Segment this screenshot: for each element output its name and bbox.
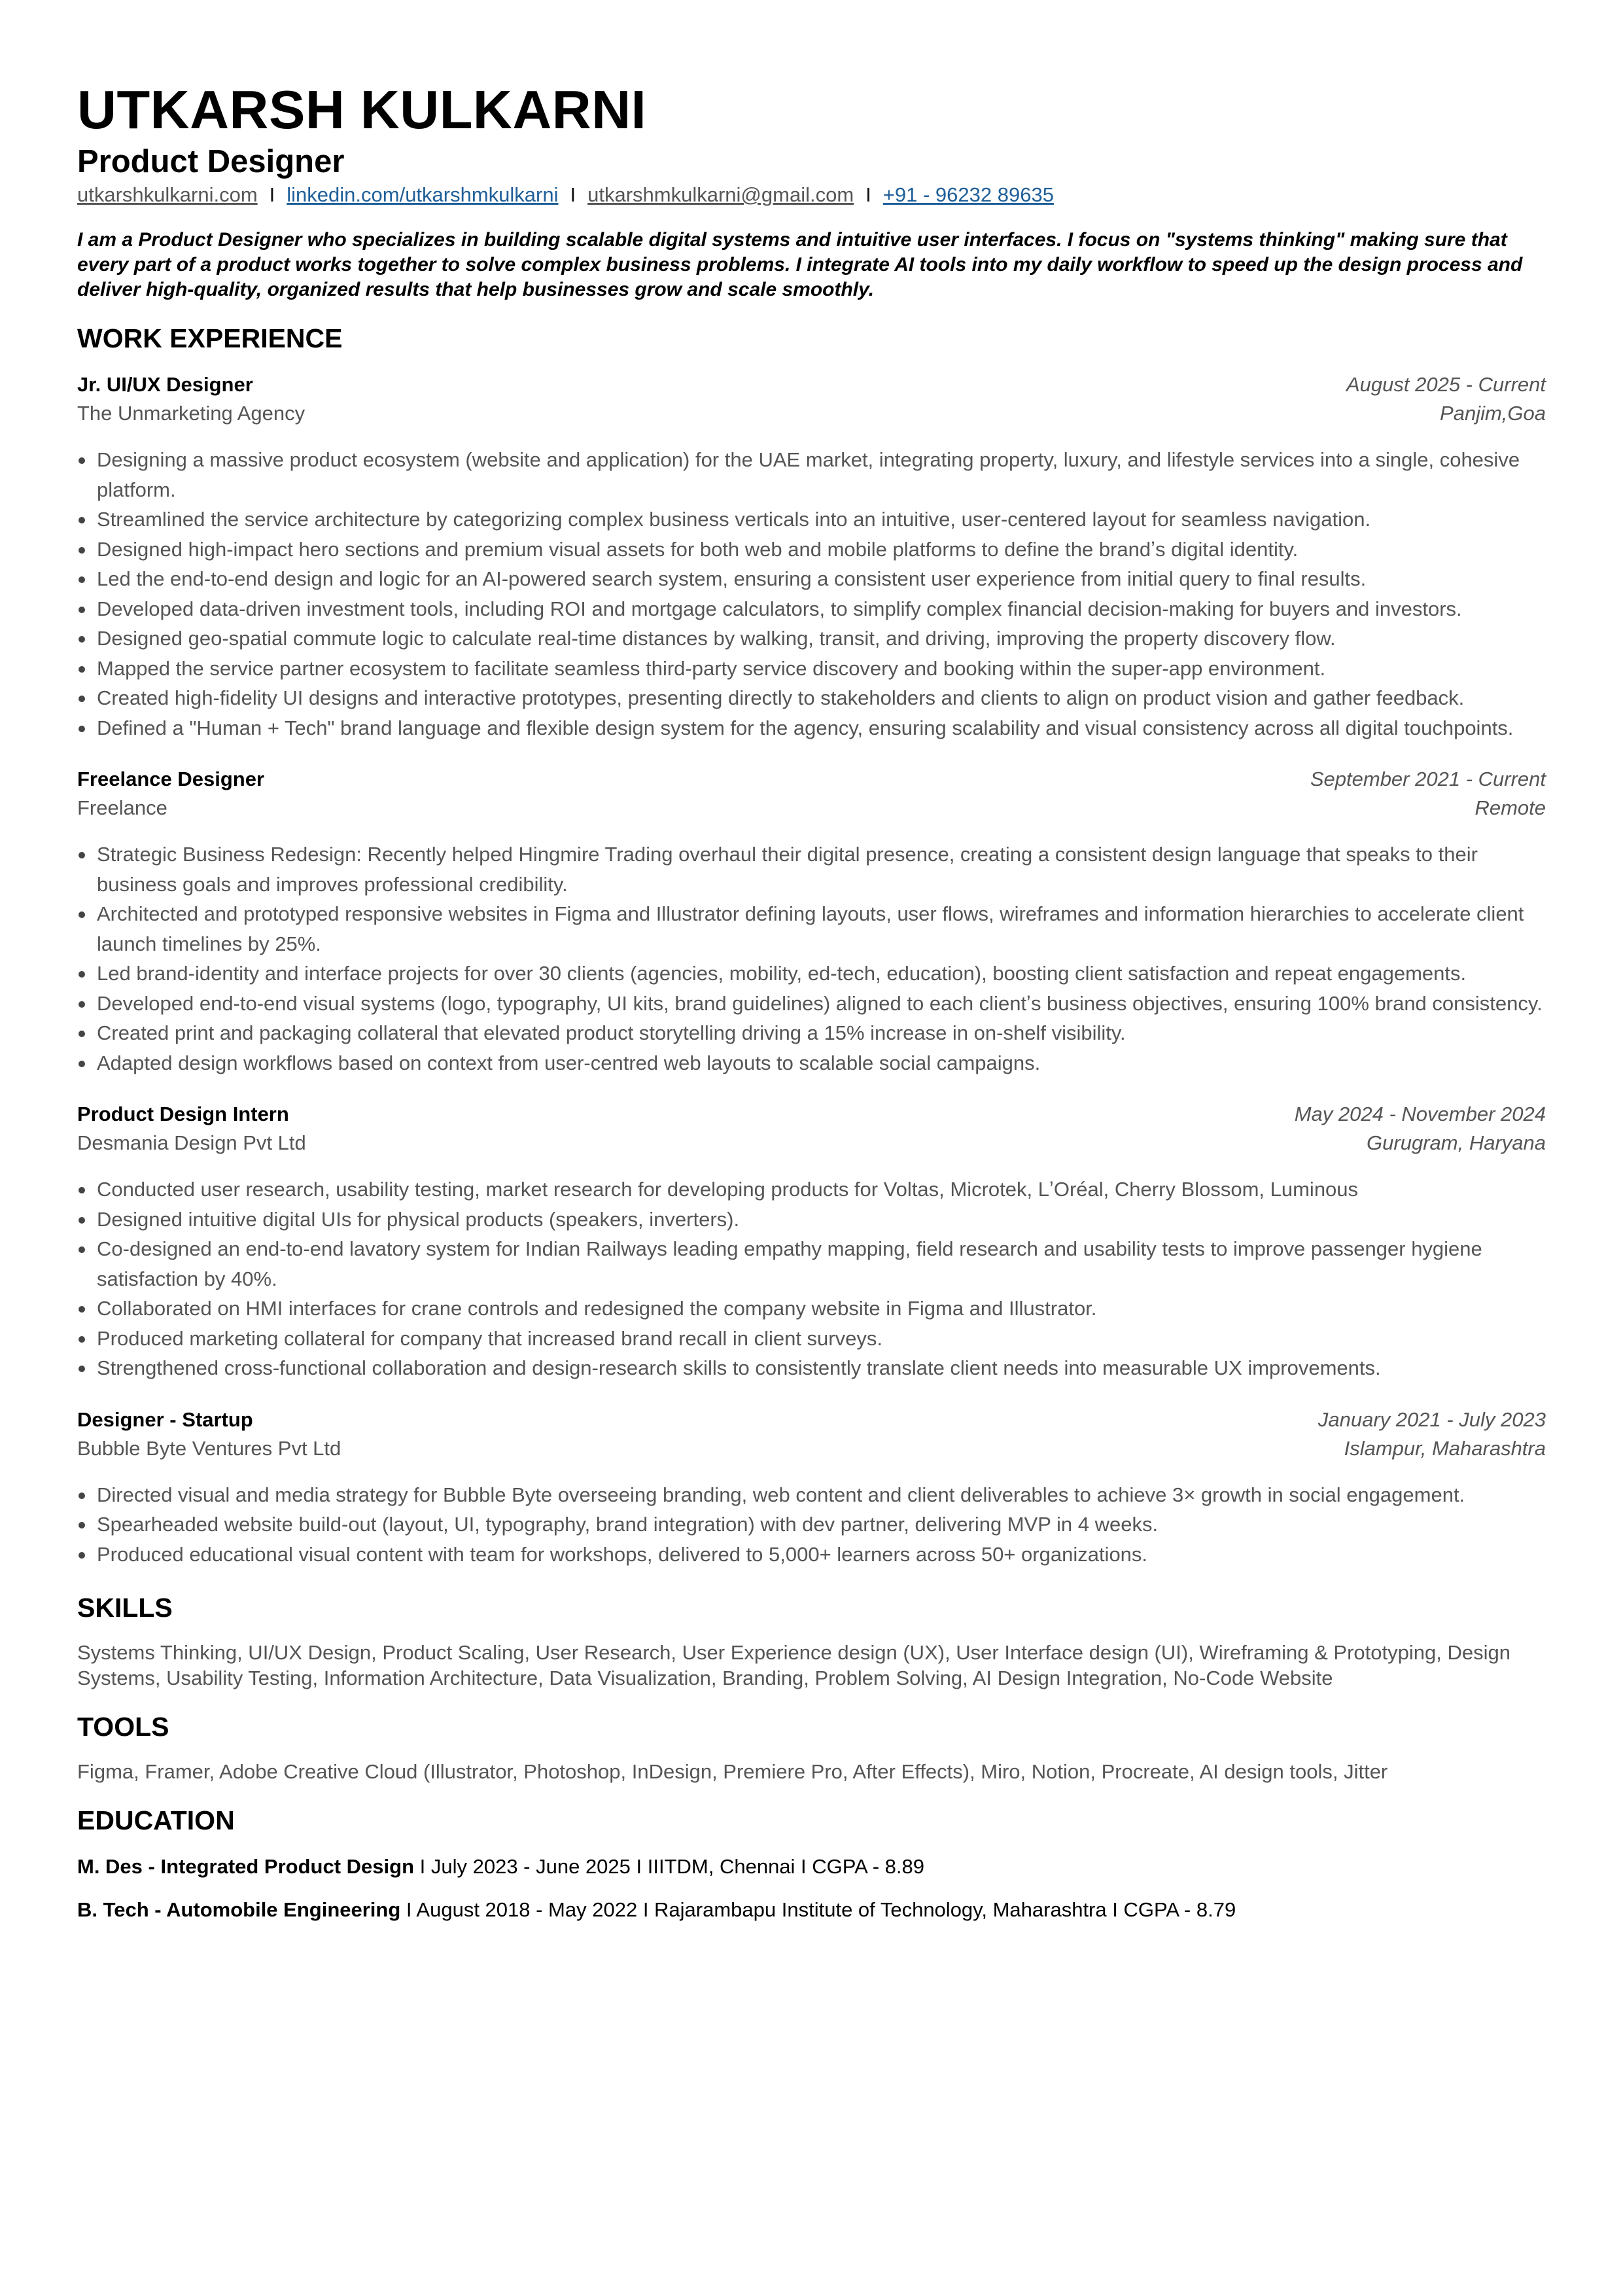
bullet-item: Architected and prototyped responsive websites in Figma and Illustrator defining layouts, user flows, wireframes and information hierarchies to accelerate client launch timelines by 25%. [77,899,1546,959]
candidate-name: UTKARSH KULKARNI [77,79,647,140]
education-degree: M. Des - Integrated Product Design [77,1855,415,1878]
bullet-item: Defined a "Human + Tech" brand language and flexible design system for the agency, ensuring scalability and visual consistency across all digital touchpoints. [77,713,1546,743]
job-title: Product Design Intern [77,1103,289,1125]
job-company: Bubble Byte Ventures Pvt Ltd [77,1436,341,1460]
skills-heading: SKILLS [77,1593,173,1623]
job-entry [77,370,1546,743]
bullet-item: Strategic Business Redesign: Recently helped Hingmire Trading overhaul their digital presence, creating a consistent design language that speaks to their business goals and improves professional credibility. [77,839,1546,899]
contact-separator: I [269,183,275,206]
bullet-item: Co-designed an end-to-end lavatory system for Indian Railways leading empathy mapping, field research and usability tests to improve passenger hygiene satisfaction by 40%. [77,1234,1546,1294]
education-entry [77,1896,1546,1924]
candidate-title: Product Designer [77,144,345,179]
contact-separator: I [865,183,871,206]
job-title: Designer - Startup [77,1407,253,1431]
bullet-item: Produced educational visual content with team for workshops, delivered to 5,000+ learners across 50+ organizations. [77,1540,1546,1570]
email-link[interactable]: utkarshmkulkarni@gmail.com [587,183,854,206]
tools-text: Figma, Framer, Adobe Creative Cloud (Illustrator, Photoshop, InDesign, Premiere Pro, After Effects), Miro, Notion, Procreate, AI design tools, Jitter [77,1760,1388,1783]
bullet-item: Streamlined the service architecture by categorizing complex business verticals into an intuitive, user-centered layout for seamless navigation. [77,504,1546,535]
bullet-item: Directed visual and media strategy for Bubble Byte overseeing branding, web content and client deliverables to achieve 3× growth in social engagement. [77,1480,1546,1510]
linkedin-link[interactable]: linkedin.com/utkarshmkulkarni [287,183,559,206]
bullet-item: Designed high-impact hero sections and premium visual assets for both web and mobile platforms to define the brandʼs digital identity. [77,535,1546,565]
bullet-item: Designed geo-spatial commute logic to calculate real-time distances by walking, transit, and driving, improving the property discovery flow. [77,624,1546,654]
job-location: Islampur, Maharashtra [1344,1436,1546,1460]
bullet-item: Produced marketing collateral for company that increased brand recall in client surveys. [77,1324,1546,1354]
job-dates: August 2025 - Current [1346,373,1546,396]
bullet-item: Mapped the service partner ecosystem to facilitate seamless third-party service discovery and booking within the super-app environment. [77,654,1546,684]
job-bullets [77,1174,1546,1383]
job-bullets [77,1480,1546,1570]
job-location: Remote [1475,796,1546,819]
job-dates: September 2021 - Current [1310,768,1546,790]
bullet-item: Led the end-to-end design and logic for an AI-powered search system, ensuring a consistent user experience from initial query to final results. [77,564,1546,594]
bullet-item: Led brand-identity and interface projects for over 30 clients (agencies, mobility, ed-tech, education), boosting client satisfaction and repeat engagements. [77,959,1546,989]
education-details: I August 2018 - May 2022 I Rajarambapu Institute of Technology, Maharashtra I CGPA - 8.79 [400,1898,1236,1921]
bullet-item: Spearheaded website build-out (layout, UI, typography, brand integration) with dev partner, delivering MVP in 4 weeks. [77,1510,1546,1540]
bullet-item: Conducted user research, usability testing, market research for developing products for Voltas, Microtek, LʼOréal, Cherry Blossom, Luminous [77,1174,1546,1205]
bullet-item: Designing a massive product ecosystem (website and application) for the UAE market, integrating property, luxury, and lifestyle services into a single, cohesive platform. [77,445,1546,504]
bullet-item: Strengthened cross-functional collaboration and design-research skills to consistently translate client needs into measurable UX improvements. [77,1353,1546,1383]
job-company: Freelance [77,796,167,819]
bullet-item: Created high-fidelity UI designs and interactive prototypes, presenting directly to stakeholders and clients to align on product vision and gather feedback. [77,683,1546,713]
job-bullets [77,445,1546,743]
job-entry [77,1100,1546,1383]
job-location: Panjim,Goa [1440,402,1546,425]
job-company: The Unmarketing Agency [77,402,305,425]
jobs-list [77,370,1546,1569]
job-dates: May 2024 - November 2024 [1294,1103,1546,1125]
phone-link[interactable]: +91 - 96232 89635 [882,183,1054,206]
summary-paragraph: I am a Product Designer who specializes in building scalable digital systems and intuitive user interfaces. I focus on "systems thinking" making sure that every part of a product works together to solve complex business problems. I integrate AI tools into my daily workflow to speed up the design process and deliver high-quality, organized results that help businesses grow and scale smoothly. [77,229,1523,300]
education-entry [77,1852,1546,1881]
contact-line [77,181,1546,209]
bullet-item: Created print and packaging collateral that elevated product storytelling driving a 15% increase in on-shelf visibility. [77,1018,1546,1048]
work-experience-heading: WORK EXPERIENCE [77,323,343,353]
bullet-item: Designed intuitive digital UIs for physical products (speakers, inverters). [77,1205,1546,1235]
job-entry [77,765,1546,1078]
bullet-item: Developed data-driven investment tools, including ROI and mortgage calculators, to simplify complex financial decision-making for buyers and investors. [77,594,1546,624]
job-bullets [77,839,1546,1078]
education-degree: B. Tech - Automobile Engineering [77,1898,401,1921]
bullet-item: Adapted design workflows based on context from user-centred web layouts to scalable social campaigns. [77,1048,1546,1078]
tools-heading: TOOLS [77,1712,169,1742]
education-heading: EDUCATION [77,1805,235,1835]
education-details: I July 2023 - June 2025 I IIITDM, Chennai I CGPA - 8.89 [414,1855,924,1878]
skills-text: Systems Thinking, UI/UX Design, Product Scaling, User Research, User Experience design (UX), User Interface design (UI), Wireframing & Prototyping, Design Systems, Usability Testing, Information Architecture, Data Visualization, Branding, Problem Solving, AI Design Integration, No-Code Website [77,1641,1510,1689]
job-dates: January 2021 - July 2023 [1318,1407,1546,1431]
job-title: Jr. UI/UX Designer [77,373,253,396]
website-link[interactable]: utkarshkulkarni.com [77,183,258,206]
job-title: Freelance Designer [77,768,265,790]
contact-separator: I [570,183,576,206]
job-company: Desmania Design Pvt Ltd [77,1131,306,1154]
job-location: Gurugram, Haryana [1367,1131,1546,1154]
job-entry [77,1405,1546,1570]
bullet-item: Developed end-to-end visual systems (logo, typography, UI kits, brand guidelines) aligned to each clientʼs business objectives, ensuring 100% brand consistency. [77,989,1546,1019]
bullet-item: Collaborated on HMI interfaces for crane controls and redesigned the company website in Figma and Illustrator. [77,1294,1546,1324]
